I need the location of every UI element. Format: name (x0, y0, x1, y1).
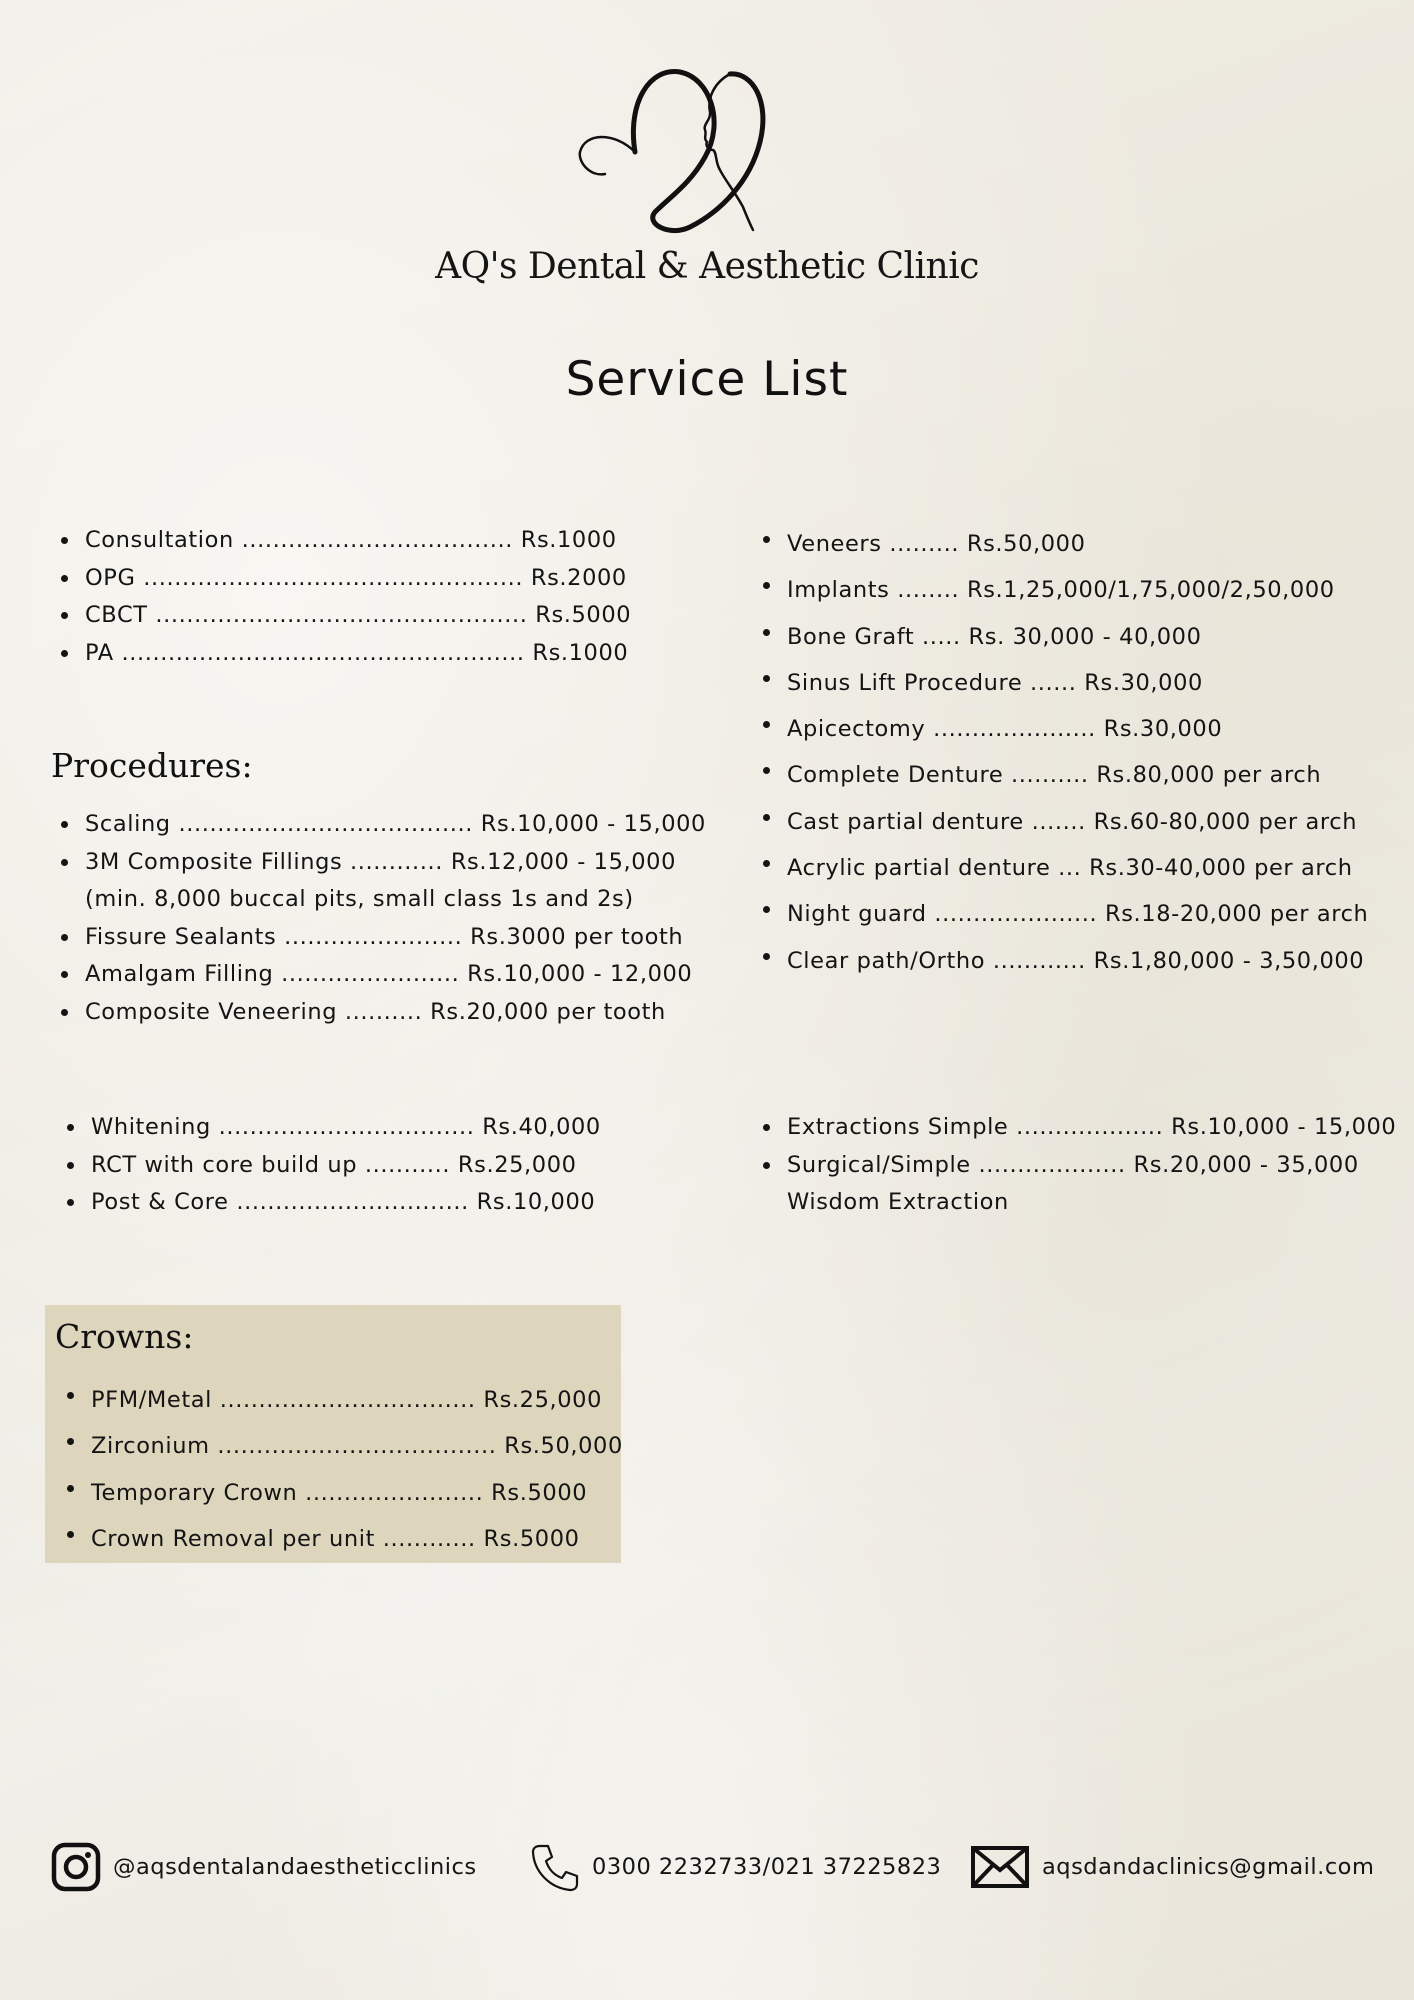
list-item: Cast partial denture ....... Rs.60-80,000 per arch (753, 799, 1368, 845)
list-item: Zirconium .................................... Rs.50,000 (57, 1423, 623, 1469)
email-address[interactable]: aqsdandaclinics@gmail.com (1042, 1854, 1375, 1880)
list-item: Complete Denture .......... Rs.80,000 per arch (753, 752, 1368, 798)
list-item-note: Wisdom Extraction (787, 1189, 1009, 1215)
list-item: Sinus Lift Procedure ...... Rs.30,000 (753, 660, 1368, 706)
procedures-list (51, 806, 706, 1031)
list-item: Night guard ..................... Rs.18-20,000 per arch (753, 891, 1368, 937)
instagram-icon (51, 1842, 101, 1892)
list-item-note: (min. 8,000 buccal pits, small class 1s and 2s) (85, 886, 634, 912)
list-item: Post & Core .............................. Rs.10,000 (57, 1184, 601, 1222)
phone-icon (530, 1842, 580, 1892)
list-item: Temporary Crown ....................... Rs.5000 (57, 1470, 623, 1516)
list-item (753, 1147, 1396, 1222)
endo-services-list (57, 1109, 601, 1222)
list-item: OPG ................................................. Rs.2000 (51, 560, 631, 598)
list-item: Crown Removal per unit ............ Rs.5000 (57, 1516, 623, 1562)
list-item: Acrylic partial denture ... Rs.30-40,000 per arch (753, 845, 1368, 891)
list-item (51, 844, 706, 919)
list-item: Veneers ......... Rs.50,000 (753, 521, 1368, 567)
list-item: Composite Veneering .......... Rs.20,000 per tooth (51, 994, 706, 1032)
list-item: Whitening ................................. Rs.40,000 (57, 1109, 601, 1147)
footer-instagram[interactable] (51, 1842, 477, 1892)
list-item-text: 3M Composite Fillings ............ Rs.12,000 - 15,000 (85, 848, 677, 875)
list-item: Extractions Simple ................... Rs.10,000 - 15,000 (753, 1109, 1396, 1147)
footer-email[interactable] (970, 1842, 1374, 1892)
list-item: Clear path/Ortho ............ Rs.1,80,000 - 3,50,000 (753, 938, 1368, 984)
list-item: Implants ........ Rs.1,25,000/1,75,000/2,50,000 (753, 567, 1368, 613)
list-item: Bone Graft ..... Rs. 30,000 - 40,000 (753, 614, 1368, 660)
list-item-text: Surgical/Simple ................... Rs.20,000 - 35,000 (787, 1151, 1359, 1178)
list-item: Amalgam Filling ....................... Rs.10,000 - 12,000 (51, 956, 706, 994)
crowns-panel (45, 1305, 621, 1563)
list-item: Scaling ...................................... Rs.10,000 - 15,000 (51, 806, 706, 844)
list-item: PA .................................................... Rs.1000 (51, 635, 631, 673)
procedures-heading: Procedures: (51, 746, 253, 785)
extractions-list (753, 1109, 1396, 1222)
list-item: PFM/Metal ................................. Rs.25,000 (57, 1377, 623, 1423)
list-item: RCT with core build up ........... Rs.25,000 (57, 1147, 601, 1185)
crowns-list (57, 1377, 623, 1562)
envelope-icon (970, 1842, 1030, 1892)
crowns-heading: Crowns: (55, 1317, 194, 1356)
tooth-face-logo-icon (575, 62, 805, 237)
footer-phone[interactable] (530, 1842, 941, 1892)
list-item: CBCT ................................................ Rs.5000 (51, 597, 631, 635)
clinic-name: AQ's Dental & Aesthetic Clinic (435, 246, 979, 287)
instagram-handle[interactable]: @aqsdentalandaestheticclinics (113, 1854, 477, 1880)
basic-services-list (51, 522, 631, 672)
page-title: Service List (565, 352, 849, 407)
list-item: Fissure Sealants ....................... Rs.3000 per tooth (51, 919, 706, 957)
list-item: Consultation ................................... Rs.1000 (51, 522, 631, 560)
right-services-list (753, 521, 1368, 984)
list-item: Apicectomy ..................... Rs.30,000 (753, 706, 1368, 752)
phone-number[interactable]: 0300 2232733/021 37225823 (592, 1854, 942, 1880)
